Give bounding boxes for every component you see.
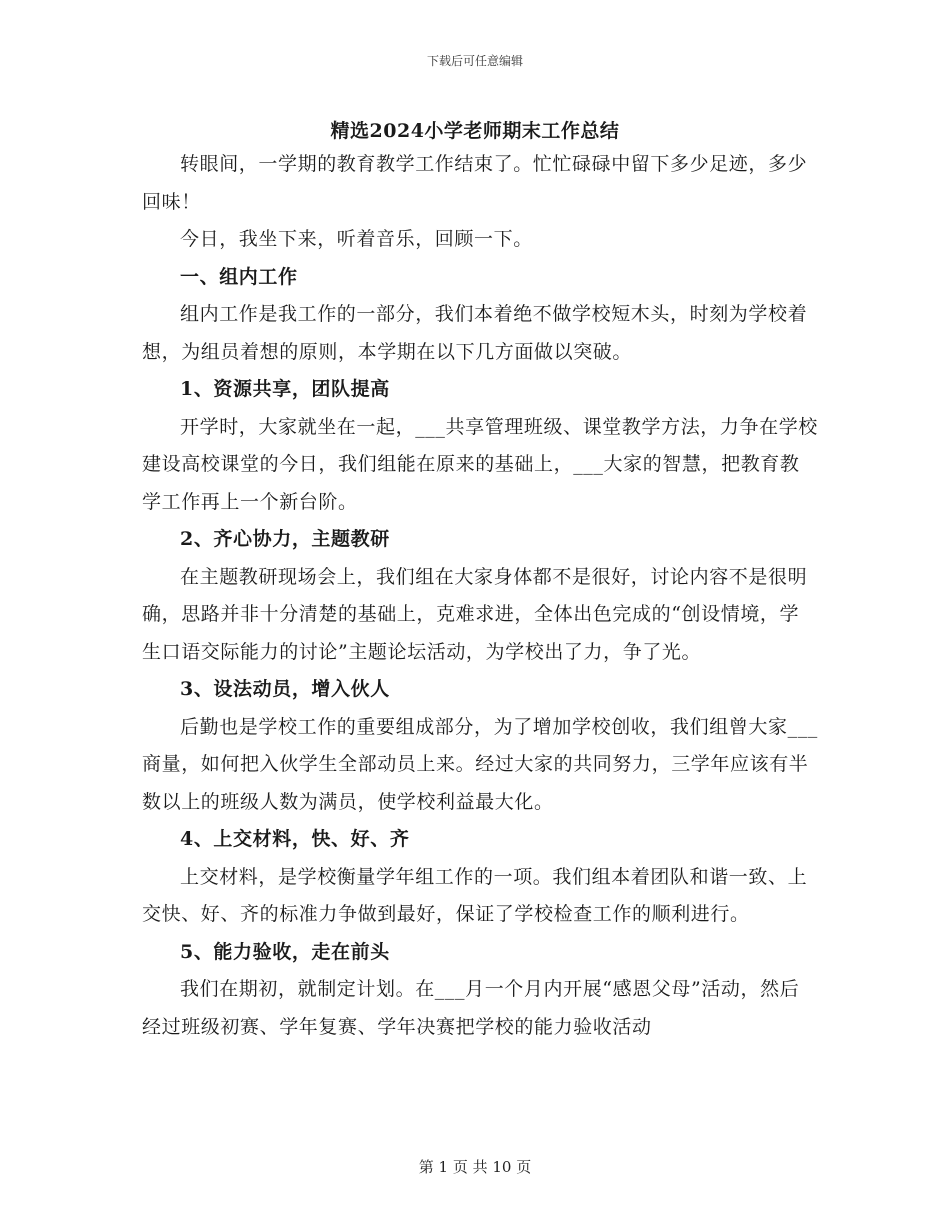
paragraph-group-work: 组内工作是我工作的一部分，我们本着绝不做学校短木头，时刻为学校着想，为组员着想的原则，本学期在以下几方面做以突破。 <box>142 303 808 363</box>
subheading-materials: 4、上交材料，快、好、齐 <box>180 828 410 850</box>
subheading-ability-check: 5、能力验收，走在前头 <box>180 940 390 963</box>
page-number: 第 1 页 共 10 页 <box>418 1158 532 1176</box>
document-body <box>142 146 818 1046</box>
subheading-resource-sharing: 1、资源共享，团队提高 <box>180 378 390 400</box>
page-header-note: 下载后可任意编辑 <box>426 54 523 68</box>
subheading-mobilization: 3、设法动员，增入伙人 <box>180 678 390 700</box>
subheading-teamwork-research: 2、齐心协力，主题教研 <box>180 528 390 550</box>
paragraph-intro: 转眼间，一学期的教育教学工作结束了。忙忙碌碌中留下多少足迹，多少回味！ <box>142 153 808 213</box>
paragraph-materials: 上交材料，是学校衡量学年组工作的一项。我们组本着团队和谐一致、上交快、好、齐的标准力争做到最好，保证了学校检查工作的顺利进行。 <box>142 865 808 925</box>
paragraph-ability-check: 我们在期初，就制定计划。在___月一个月内开展“感恩父母”活动，然后经过班级初赛、学年复赛、学年决赛把学校的能力验收活动 <box>142 978 800 1038</box>
paragraph-teamwork-research: 在主题教研现场会上，我们组在大家身体都不是很好，讨论内容不是很明确，思路并非十分清楚的基础上，克难求进，全体出色完成的“创设情境，学生口语交际能力的讨论”主题论坛活动，为学校出了力，争了光。 <box>142 565 808 663</box>
section-heading-group-work: 一、组内工作 <box>180 265 298 288</box>
document-title: 精选2024小学老师期末工作总结 <box>330 120 620 142</box>
paragraph-resource-sharing: 开学时，大家就坐在一起，___共享管理班级、课堂教学方法，力争在学校建设高校课堂的今日，我们组能在原来的基础上，___大家的智慧，把教育教学工作再上一个新台阶。 <box>142 415 818 513</box>
paragraph-review: 今日，我坐下来，听着音乐，回顾一下。 <box>180 228 533 250</box>
paragraph-mobilization: 后勤也是学校工作的重要组成部分，为了增加学校创收，我们组曾大家___商量，如何把入伙学生全部动员上来。经过大家的共同努力，三学年应该有半数以上的班级人数为满员，使学校利益最大化。 <box>142 715 818 813</box>
